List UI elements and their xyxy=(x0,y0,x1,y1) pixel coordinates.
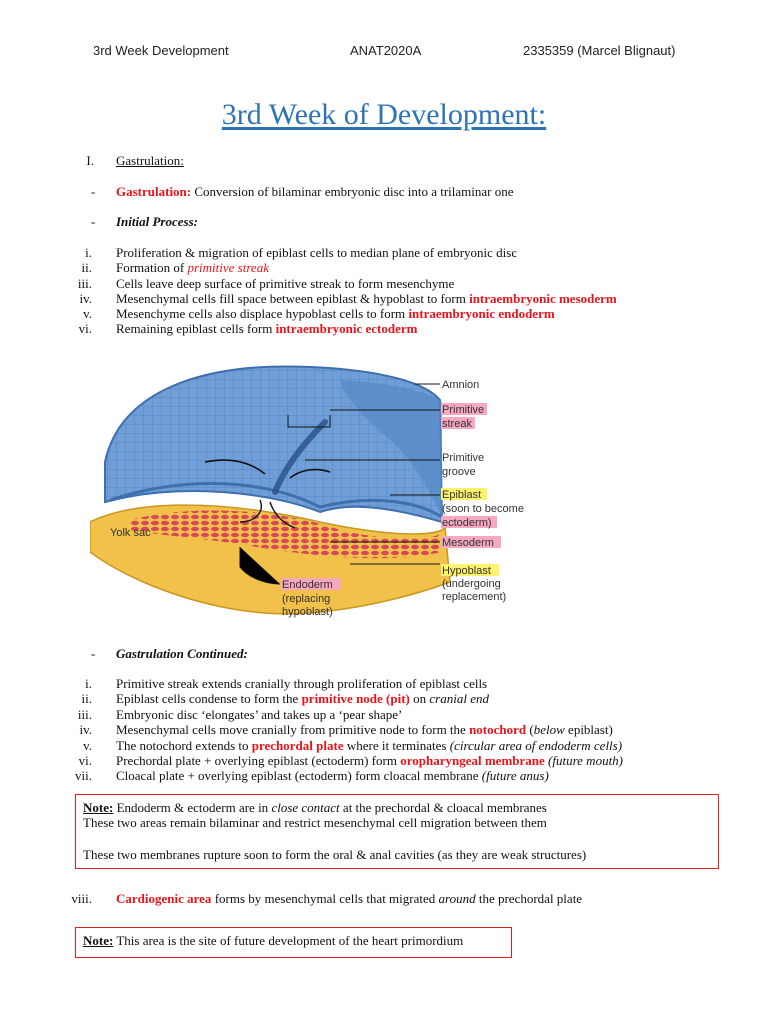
note-line-2: These two areas remain bilaminar and restrict mesenchymal cell migration between them xyxy=(83,815,547,830)
list-number: vi. xyxy=(78,753,92,768)
initial-process-heading: Initial Process: xyxy=(116,214,198,229)
section-numeral: I. xyxy=(86,153,94,168)
list-item: Cells leave deep surface of primitive streak to form mesenchyme xyxy=(116,276,455,291)
note-line-1: Note: Endoderm & ectoderm are in close contact at the prechordal & cloacal membranes xyxy=(83,800,547,815)
list-number: vii. xyxy=(75,768,92,783)
list-number: ii. xyxy=(81,691,92,706)
bullet-dash: - xyxy=(91,214,96,229)
label-endoderm-1: Endoderm xyxy=(282,579,333,591)
list-number: i. xyxy=(85,676,92,691)
list-number: vi. xyxy=(78,321,92,336)
note-line-3: These two membranes rupture soon to form the oral & anal cavities (as they are weak structures) xyxy=(83,847,587,862)
list-item: Formation of primitive streak xyxy=(116,260,269,275)
note-box xyxy=(75,794,719,869)
list-item: Remaining epiblast cells form intraembryonic ectoderm xyxy=(116,321,418,336)
gastrulation-figure xyxy=(90,352,550,627)
label-primitive-streak-1: Primitive xyxy=(442,404,485,416)
definition-text: Conversion of bilaminar embryonic disc into a trilaminar one xyxy=(191,184,514,199)
list-item: Epiblast cells condense to form the primitive node (pit) on cranial end xyxy=(116,691,489,706)
label-epiblast-3: ectoderm) xyxy=(442,517,492,529)
label-epiblast-2: (soon to become xyxy=(442,503,524,515)
note-box-heart xyxy=(75,927,512,958)
list-item: Proliferation & migration of epiblast cells to median plane of embryonic disc xyxy=(116,245,518,260)
label-endoderm-2: (replacing xyxy=(282,593,331,605)
header-right: 2335359 (Marcel Blignaut) xyxy=(523,43,676,58)
label-primitive-streak-2: streak xyxy=(442,418,472,430)
list-item: Primitive streak extends cranially through proliferation of epiblast cells xyxy=(116,676,488,691)
label-primitive-groove-2: groove xyxy=(442,466,476,478)
list-item: Cloacal plate + overlying epiblast (ectoderm) form cloacal membrane (future anus) xyxy=(116,768,549,783)
bullet-dash: - xyxy=(91,184,96,199)
note-heart-line: Note: This area is the site of future development of the heart primordium xyxy=(83,933,464,948)
label-primitive-groove-1: Primitive xyxy=(442,452,485,464)
list-item: Prechordal plate + overlying epiblast (ectoderm) form oropharyngeal membrane (future mouth) xyxy=(116,753,624,768)
header-center: ANAT2020A xyxy=(350,43,422,58)
label-epiblast-1: Epiblast xyxy=(442,489,482,501)
list-item: Embryonic disc ‘elongates’ and takes up a ‘pear shape’ xyxy=(116,707,403,722)
list-number: ii. xyxy=(81,260,92,275)
label-hypoblast-1: Hypoblast xyxy=(442,565,491,577)
definition-term: Gastrulation: xyxy=(116,184,192,199)
list-number: viii. xyxy=(71,891,92,906)
list-item: The notochord extends to prechordal plate where it terminates (circular area of endoderm cells) xyxy=(116,738,623,753)
list-item: Mesenchyme cells also displace hypoblast cells to form intraembryonic endoderm xyxy=(116,306,555,321)
list-number: v. xyxy=(83,306,92,321)
list-number: i. xyxy=(85,245,92,260)
continued-heading: Gastrulation Continued: xyxy=(116,646,248,661)
list-number: iv. xyxy=(79,291,92,306)
definition-line xyxy=(116,184,514,199)
label-mesoderm: Mesoderm xyxy=(442,537,494,549)
list-item: Mesenchymal cells fill space between epiblast & hypoblast to form intraembryonic mesoderm xyxy=(116,291,617,306)
list-number: iv. xyxy=(79,722,92,737)
bullet-dash: - xyxy=(91,646,96,661)
header-left: 3rd Week Development xyxy=(93,43,229,58)
label-amnion: Amnion xyxy=(442,379,480,391)
label-hypoblast-3: replacement) xyxy=(442,591,507,603)
list-number: iii. xyxy=(77,276,92,291)
list-number: v. xyxy=(83,738,92,753)
label-yolk-sac: Yolk sac xyxy=(110,527,151,539)
page-title: 3rd Week of Development: xyxy=(221,98,547,131)
list-item: Mesenchymal cells move cranially from primitive node to form the notochord (below epiblast) xyxy=(116,722,613,737)
label-endoderm-3: hypoblast) xyxy=(282,606,333,618)
list-item: Cardiogenic area forms by mesenchymal cells that migrated around the prechordal plate xyxy=(116,891,583,906)
section-heading: Gastrulation: xyxy=(116,153,184,168)
label-hypoblast-2: (undergoing xyxy=(442,578,501,590)
list-number: iii. xyxy=(77,707,92,722)
